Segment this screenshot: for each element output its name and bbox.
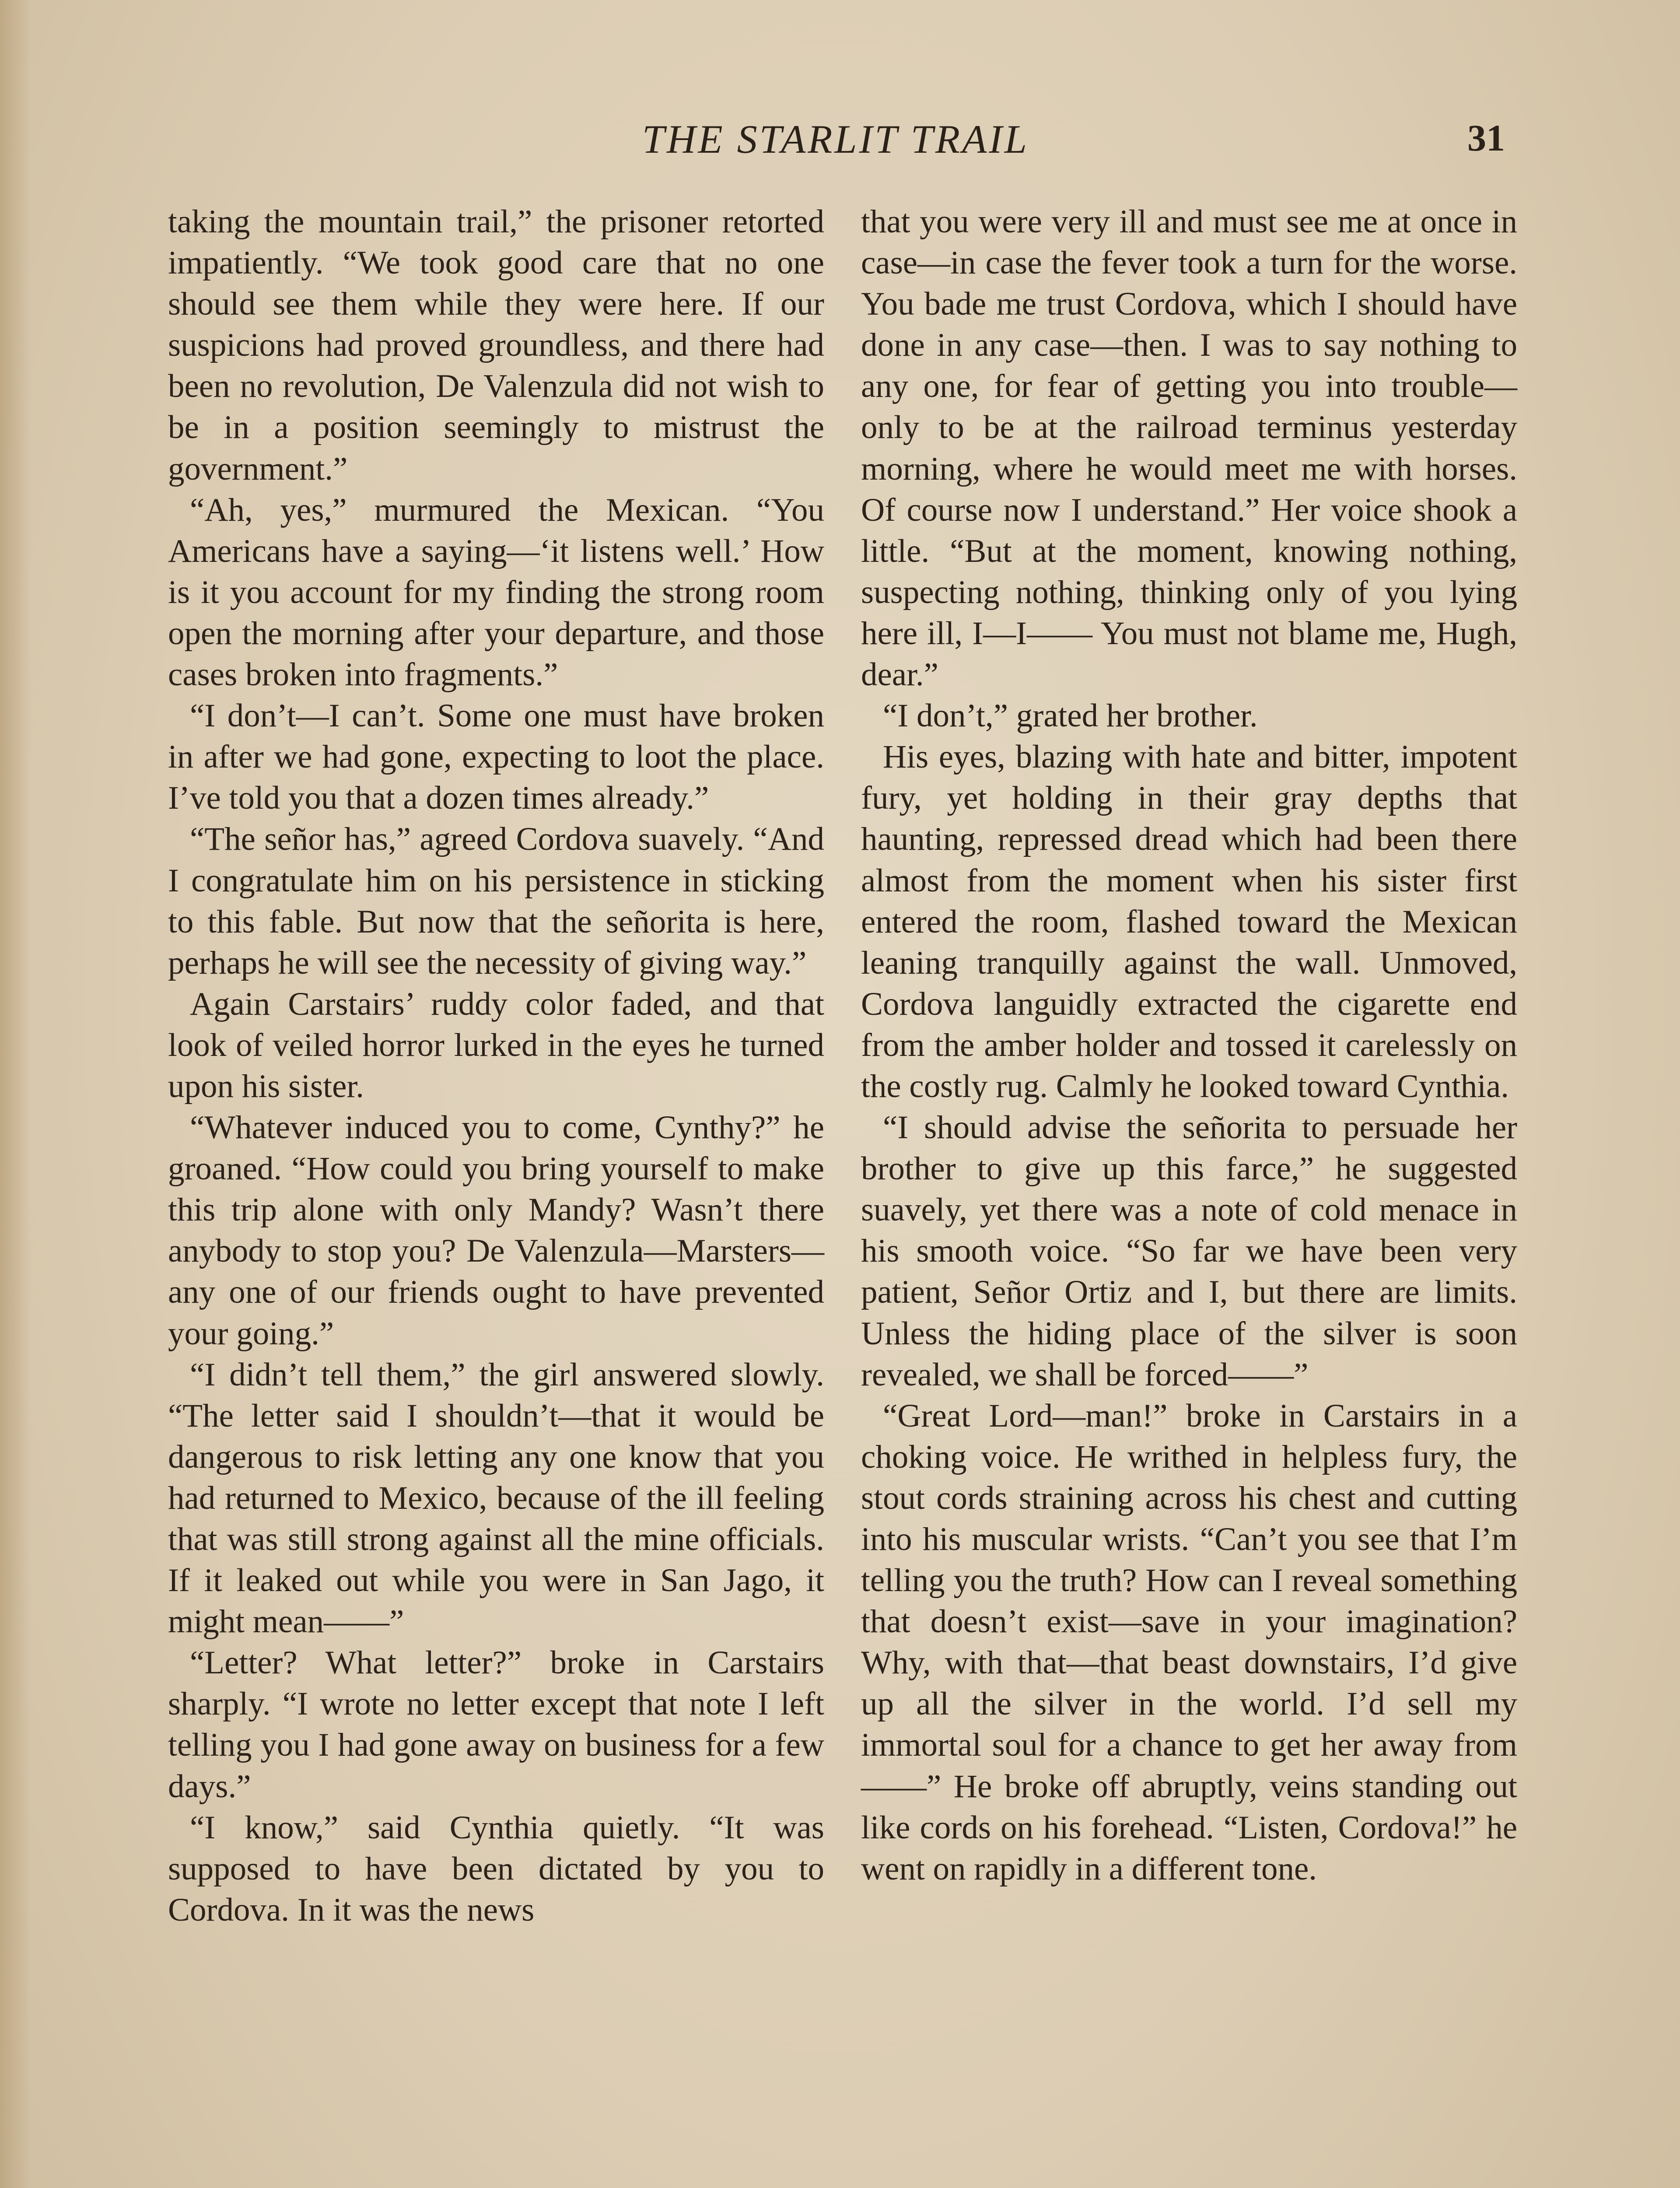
- paragraph: “I don’t—I can’t. Some one must have broken in after we had gone, expecting to loot the place. I’ve told you that a dozen times already.”: [168, 698, 824, 817]
- running-title: THE STARLIT TRAIL: [642, 117, 1029, 161]
- page-header: [166, 116, 1505, 173]
- paragraph: “The señor has,” agreed Cordova suavely. “And I congratulate him on his persistence in sticking to this fable. But now that the señorita is here, perhaps he will see the necessity of giving way.”: [168, 821, 824, 981]
- paragraph: “I know,” said Cynthia quietly. “It was supposed to have been dictated by you to Cordova. In it was the news: [168, 1809, 824, 1928]
- paragraph: “I didn’t tell them,” the girl answered slowly. “The letter said I shouldn’t—that it would be dangerous to risk letting any one know that you had returned to Mexico, because of the ill feeling that was still strong against all the mine officials. If it leaked out while you were in San Jago, it might mean——”: [168, 1356, 824, 1640]
- paragraph: “Ah, yes,” murmured the Mexican. “You Americans have a saying—‘it listens well.’ How is it you account for my finding the strong room open the morning after your departure, and those cases broken into fragments.”: [168, 491, 824, 693]
- text-column-right: [861, 201, 1517, 1890]
- paragraph: Again Carstairs’ ruddy color faded, and that look of veiled horror lurked in the eyes he turned upon his sister.: [168, 985, 824, 1105]
- paragraph: “I should advise the señorita to persuade her brother to give up this farce,” he suggested suavely, yet there was a note of cold menace in his smooth voice. “So far we have been very patient, Señor Ortiz and I, but there are limits. Unless the hiding place of the silver is soon revealed, we shall be forced——”: [861, 1109, 1517, 1393]
- paragraph: taking the mountain trail,” the prisoner retorted impatiently. “We took good care that no one should see them while they were here. If our suspicions had proved groundless, and there had been no revolution, De Valenzula did not wish to be in a position seemingly to mistrust the government.”: [168, 203, 824, 487]
- page-number: 31: [1467, 117, 1505, 159]
- text-column-left: [168, 201, 824, 1931]
- paragraph: “Whatever induced you to come, Cynthy?” he groaned. “How could you bring yourself to make this trip alone with only Mandy? Wasn’t there anybody to stop you? De Valenzula—Marsters—any one of our friends ought to have prevented your going.”: [168, 1109, 824, 1352]
- page-edge-shadow: [0, 0, 31, 2188]
- paragraph: “I don’t,” grated her brother.: [883, 698, 1258, 734]
- paragraph: that you were very ill and must see me at once in case—in case the fever took a turn for the worse. You bade me trust Cordova, which I should have done in any case—then. I was to say nothing to any one, for fear of getting you into trouble—only to be at the railroad terminus yesterday morning, where he would meet me with horses. Of course now I understand.” Her voice shook a little. “But at the moment, knowing nothing, suspecting nothing, thinking only of you lying here ill, I—I—— You must not blame me, Hugh, dear.”: [861, 203, 1517, 693]
- paragraph: His eyes, blazing with hate and bitter, impotent fury, yet holding in their gray depths that haunting, repressed dread which had been there almost from the moment when his sister first entered the room, flashed toward the Mexican leaning tranquilly against the wall. Unmoved, Cordova languidly extracted the cigarette end from the amber holder and tossed it carelessly on the costly rug. Calmly he looked toward Cynthia.: [861, 739, 1517, 1105]
- paragraph: “Great Lord—man!” broke in Carstairs in a choking voice. He writhed in helpless fury, the stout cords straining across his chest and cutting into his muscular wrists. “Can’t you see that I’m telling you the truth? How can I reveal something that doesn’t exist—save in your imagination? Why, with that—that beast downstairs, I’d give up all the silver in the world. I’d sell my immortal soul for a chance to get her away from——” He broke off abruptly, veins standing out like cords on his forehead. “Listen, Cordova!” he went on rapidly in a different tone.: [861, 1397, 1517, 1887]
- paragraph: “Letter? What letter?” broke in Carstairs sharply. “I wrote no letter except that note I left telling you I had gone away on business for a few days.”: [168, 1645, 824, 1805]
